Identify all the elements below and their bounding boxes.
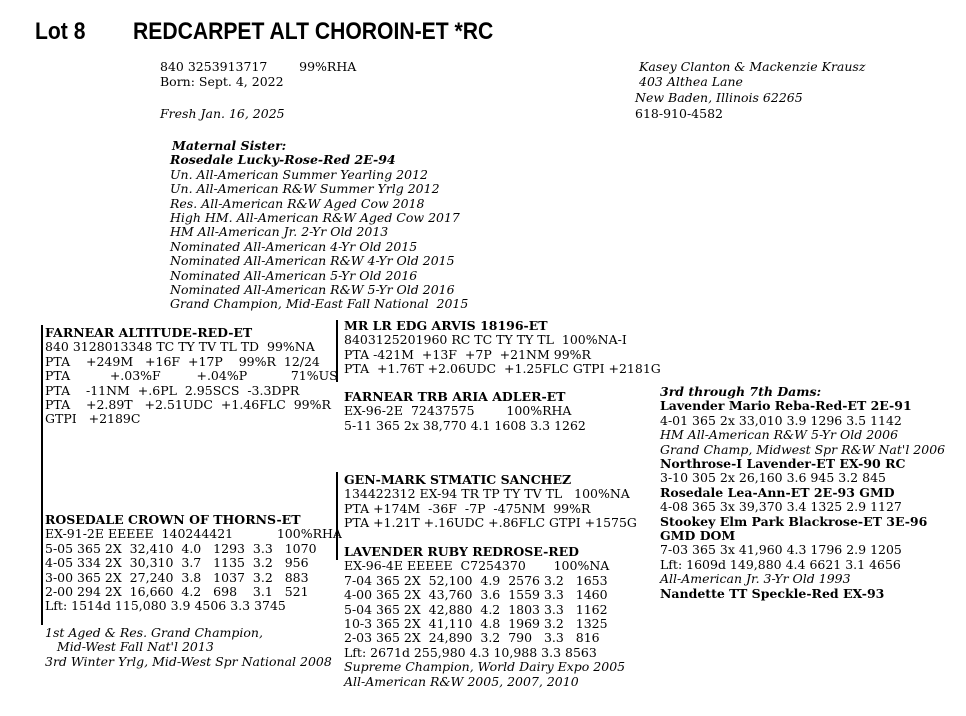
birth-date: Born: Sept. 4, 2022 xyxy=(160,74,284,89)
dam-sire-line: PTA +1.21T +.16UDC +.86FLC GTPI +1575G xyxy=(344,515,637,531)
maternal-sister-honor: Grand Champion, Mid-East Fall National 2015 xyxy=(170,296,469,312)
dams-3-7-line: Northrose-I Lavender-ET EX-90 RC xyxy=(660,456,906,472)
dam-sire-line: 134422312 EX-94 TR TP TY TV TL 100%NA xyxy=(344,486,630,502)
maternal-sister-block xyxy=(170,139,468,312)
dam-dam-line: 7-04 365 2X 52,100 4.9 2576 3.2 1653 xyxy=(344,572,608,588)
dams-3-7-line: Nandette TT Speckle-Red EX-93 xyxy=(660,585,885,601)
sire-sire-line: 8403125201960 RC TC TY TY TL 100%NA-I xyxy=(344,332,627,348)
maternal-sister-heading: Maternal Sister: xyxy=(172,138,287,153)
dams-3-7-line: 7-03 365 3x 41,960 4.3 1796 2.9 1205 xyxy=(660,542,902,558)
dam-honors-block xyxy=(45,626,332,669)
dams-3-7-line: Lavender Mario Reba-Red-ET 2E-91 xyxy=(660,398,912,414)
dams-3-7-line: 4-08 365 3x 39,370 3.4 1325 2.9 1127 xyxy=(660,499,902,515)
dam-dam-honor: Supreme Champion, World Dairy Expo 2005 xyxy=(344,659,626,675)
dams-3-7-block xyxy=(660,385,945,601)
dams-3-7-line: HM All-American R&W 5-Yr Old 2006 xyxy=(660,427,899,443)
lot-number: Lot 8 xyxy=(35,18,86,45)
sire-sire-line: PTA +1.76T +2.06UDC +1.25FLC GTPI +2181G xyxy=(344,361,661,377)
dam-dam-line: EX-96-4E EEEEE C7254370 100%NA xyxy=(344,558,610,574)
maternal-sister-honor: Res. All-American R&W Aged Cow 2018 xyxy=(170,195,425,211)
dam-sire-line: PTA +174M -36F -7P -475NM 99%R xyxy=(344,500,591,516)
dam-honor: Mid-West Fall Nat'l 2013 xyxy=(45,639,214,655)
sire-line: GTPI +2189C xyxy=(45,411,141,427)
dams-3-7-line: Grand Champ, Midwest Spr R&W Nat'l 2006 xyxy=(660,441,946,457)
maternal-sister-honor: Nominated All-American R&W 5-Yr Old 2016 xyxy=(170,282,455,298)
sire-dam-line: EX-96-2E 72437575 100%RHA xyxy=(344,403,572,419)
dam-line: Lft: 1514d 115,080 3.9 4506 3.3 3745 xyxy=(45,598,286,614)
dam-dam-line: Lft: 2671d 255,980 4.3 10,988 3.3 8563 xyxy=(344,644,597,660)
maternal-sister-honor: High HM. All-American R&W Aged Cow 2017 xyxy=(170,210,460,226)
consignor-phone: 618-910-4582 xyxy=(635,106,723,121)
dams-3-7-line: 4-01 365 2x 33,010 3.9 1296 3.5 1142 xyxy=(660,412,902,428)
sire-dam-block xyxy=(344,390,586,433)
dams-3-7-line: Stookey Elm Park Blackrose-ET 3E-96 xyxy=(660,513,928,529)
sire-sire-block xyxy=(344,319,661,377)
animal-name: REDCARPET ALT CHOROIN-ET *RC xyxy=(133,18,494,45)
dam-dam-block xyxy=(344,545,625,689)
dams-3-7-line: 3-10 305 2x 26,160 3.6 945 3.2 845 xyxy=(660,470,886,486)
sire-line: PTA +249M +16F +17P 99%R 12/24 xyxy=(45,353,320,369)
dam-line: 5-05 365 2X 32,410 4.0 1293 3.3 1070 xyxy=(45,540,317,556)
dam-dam-line: 2-03 365 2X 24,890 3.2 790 3.3 816 xyxy=(344,630,600,646)
dam-name: ROSEDALE CROWN OF THORNS-ET xyxy=(45,512,301,527)
dam-dam-name: LAVENDER RUBY REDROSE-RED xyxy=(344,544,580,559)
maternal-sister-honor: Un. All-American Summer Yearling 2012 xyxy=(170,166,428,182)
dam-dam-line: 10-3 365 2X 41,110 4.8 1969 3.2 1325 xyxy=(344,616,608,632)
sire-line: PTA +2.89T +2.51UDC +1.46FLC 99%R xyxy=(45,397,331,413)
maternal-sister-honor: HM All-American Jr. 2-Yr Old 2013 xyxy=(170,224,389,240)
dam-line: 4-05 334 2X 30,310 3.7 1135 3.2 956 xyxy=(45,555,309,571)
sire-line: PTA +.03%F +.04%P 71%US xyxy=(45,368,338,384)
dams-3-7-heading: 3rd through 7th Dams: xyxy=(660,384,822,399)
sire-name: FARNEAR ALTITUDE-RED-ET xyxy=(45,325,253,340)
sire-line: 840 3128013348 TC TY TV TL TD 99%NA xyxy=(45,339,315,355)
dam-sire-block xyxy=(344,473,637,531)
maternal-sister-honor: Nominated All-American R&W 4-Yr Old 2015 xyxy=(170,253,455,269)
dam-dam-honor: All-American R&W 2005, 2007, 2010 xyxy=(344,673,579,689)
maternal-sister-honor: Nominated All-American 5-Yr Old 2016 xyxy=(170,267,418,283)
consignor-street: 403 Althea Lane xyxy=(639,74,743,89)
registration-line: 840 3253913717 99%RHA xyxy=(160,59,357,74)
dam-dam-line: 4-00 365 2X 43,760 3.6 1559 3.3 1460 xyxy=(344,587,608,603)
dams-3-7-line: Lft: 1609d 149,880 4.4 6621 3.1 4656 xyxy=(660,556,901,572)
sire-sire-line: PTA -421M +13F +7P +21NM 99%R xyxy=(344,346,591,362)
dam-line: 2-00 294 2X 16,660 4.2 698 3.1 521 xyxy=(45,584,309,600)
dams-3-7-line: Rosedale Lea-Ann-ET 2E-93 GMD xyxy=(660,484,895,500)
dam-line: EX-91-2E EEEEE 140244421 100%RHA xyxy=(45,526,342,542)
dam-block xyxy=(45,513,342,614)
sire-dam-name: FARNEAR TRB ARIA ADLER-ET xyxy=(344,389,566,404)
dams-3-7-line: GMD DOM xyxy=(660,528,736,544)
maternal-sister-name: Rosedale Lucky-Rose-Red 2E-94 xyxy=(170,152,396,168)
consignor-name: Kasey Clanton & Mackenzie Krausz xyxy=(639,59,866,74)
dam-honor: 3rd Winter Yrlg, Mid-West Spr National 2008 xyxy=(45,653,332,669)
fresh-date: Fresh Jan. 16, 2025 xyxy=(160,106,285,121)
dams-3-7-line: All-American Jr. 3-Yr Old 1993 xyxy=(660,571,851,587)
maternal-sister-honor: Nominated All-American 4-Yr Old 2015 xyxy=(170,238,418,254)
dam-dam-line: 5-04 365 2X 42,880 4.2 1803 3.3 1162 xyxy=(344,601,608,617)
sire-dam-line: 5-11 365 2x 38,770 4.1 1608 3.3 1262 xyxy=(344,417,586,433)
sire-block xyxy=(45,326,338,427)
dam-honor: 1st Aged & Res. Grand Champion, xyxy=(45,625,263,640)
sire-line: PTA -11NM +.6PL 2.95SCS -3.3DPR xyxy=(45,382,300,398)
dam-sire-name: GEN-MARK STMATIC SANCHEZ xyxy=(344,472,572,487)
sire-sire-name: MR LR EDG ARVIS 18196-ET xyxy=(344,318,548,333)
consignor-city: New Baden, Illinois 62265 xyxy=(635,90,803,105)
pedigree-line-main xyxy=(41,325,43,625)
maternal-sister-honor: Un. All-American R&W Summer Yrlg 2012 xyxy=(170,181,440,197)
dam-line: 3-00 365 2X 27,240 3.8 1037 3.2 883 xyxy=(45,569,309,585)
